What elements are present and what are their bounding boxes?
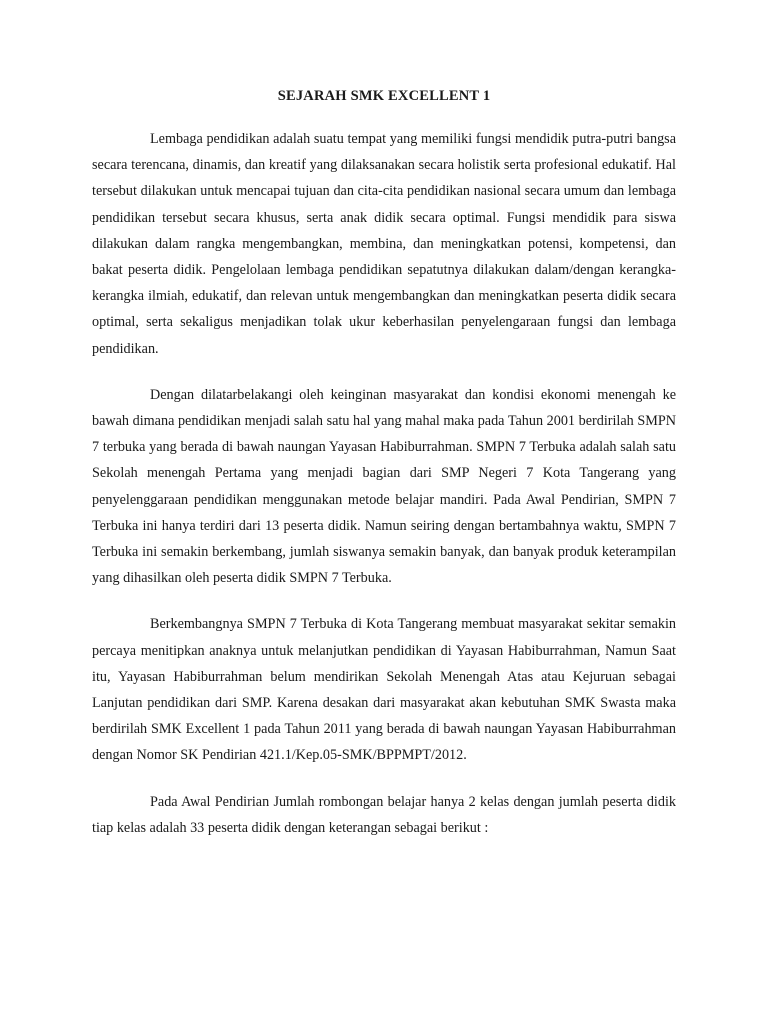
paragraph-2: Dengan dilatarbelakangi oleh keinginan masyarakat dan kondisi ekonomi menengah ke bawah dimana pendidikan menjadi salah satu hal yang mahal maka pada Tahun 2001 berdirilah SMPN 7 terbuka yang berada di bawah naungan Yayasan Habiburrahman. SMPN 7 Terbuka adalah salah satu Sekolah menengah Pertama yang menjadi bagian dari SMP Negeri 7 Kota Tangerang yang penyelenggaraan pendidikan menggunakan metode belajar mandiri. Pada Awal Pendirian, SMPN 7 Terbuka ini hanya terdiri dari 13 peserta didik. Namun seiring dengan bertambahnya waktu, SMPN 7 Terbuka ini semakin berkembang, jumlah siswanya semakin banyak, dan banyak produk keterampilan yang dihasilkan oleh peserta didik SMPN 7 Terbuka.	[92, 386, 676, 587]
document-page	[92, 84, 676, 861]
paragraph-3: Berkembangnya SMPN 7 Terbuka di Kota Tangerang membuat masyarakat sekitar semakin percaya menitipkan anaknya untuk melanjutkan pendidikan di Yayasan Habiburrahman, Namun Saat itu, Yayasan Habiburrahman belum mendirikan Sekolah Menengah Atas atau Kejuruan sebagai Lanjutan pendidikan dari SMP. Karena desakan dari masyarakat akan kebutuhan SMK Swasta maka berdirilah SMK Excellent 1 pada Tahun 2011 yang berada di bawah naungan Yayasan Habiburrahman dengan Nomor SK Pendirian 421.1/Kep.05-SMK/BPPMPT/2012.	[92, 616, 676, 764]
document-title: SEJARAH SMK EXCELLENT 1	[277, 88, 491, 104]
paragraph-1: Lembaga pendidikan adalah suatu tempat yang memiliki fungsi mendidik putra-putri bangsa secara terencana, dinamis, dan kreatif yang dilaksanakan secara holistik serta profesional edukatif. Hal tersebut dilakukan untuk mencapai tujuan dan cita-cita pendidikan nasional secara umum dan lembaga pendidikan tersebut secara khusus, serta anak didik secara optimal. Fungsi mendidik para siswa dilakukan dalam rangka mengembangkan, membina, dan meningkatkan potensi, kompetensi, dan bakat peserta didik. Pengelolaan lembaga pendidikan sepatutnya dilakukan dalam/dengan kerangka-kerangka ilmiah, edukatif, dan relevan untuk mengembangkan dan meningkatkan peserta didik secara optimal, serta sekaligus menjadikan tolak ukur keberhasilan penyelengaraan fungsi dan lembaga pendidikan.	[92, 131, 676, 357]
paragraph-4: Pada Awal Pendirian Jumlah rombongan belajar hanya 2 kelas dengan jumlah peserta didik tiap kelas adalah 33 peserta didik dengan keterangan sebagai berikut :	[92, 793, 676, 836]
